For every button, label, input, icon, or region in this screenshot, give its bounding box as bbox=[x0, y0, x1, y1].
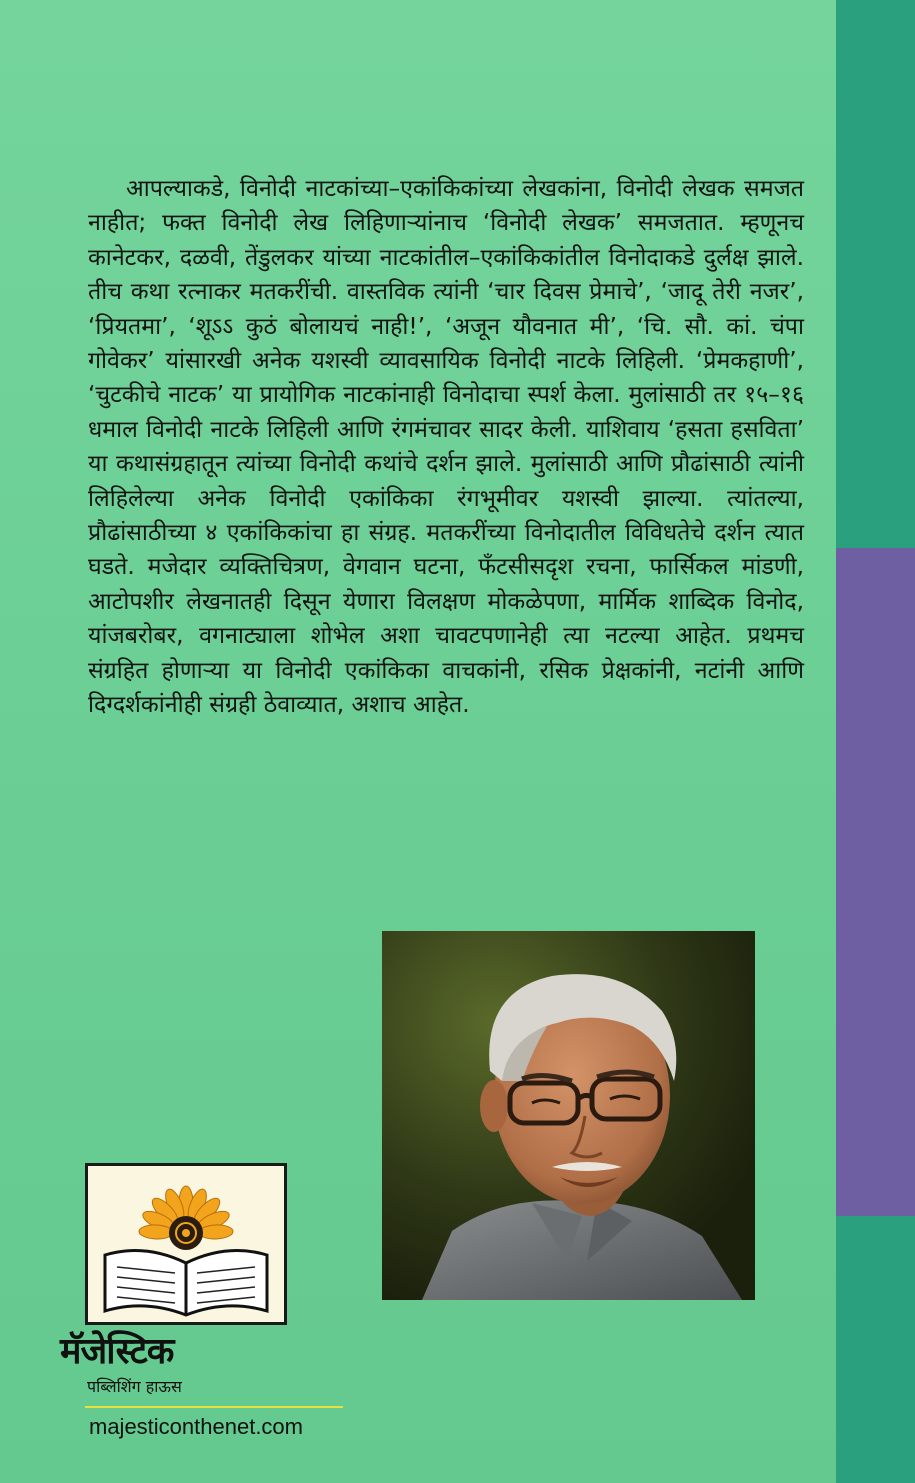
sunflower-open-book-icon bbox=[85, 1163, 287, 1325]
divider bbox=[85, 1406, 343, 1408]
blurb-text: आपल्याकडे, विनोदी नाटकांच्या–एकांकिकांच्या लेखकांना, विनोदी लेखक समजत नाहीत; फक्त विनोदी लेख लिहिणाऱ्यांनाच ‘विनोदी लेखक’ समजतात. म्हणूनच कानेटकर, दळवी, तेंडुलकर यांच्या नाटकांतील–एकांकिकांतील विनोदाकडे दुर्लक्ष झाले. तीच कथा रत्नाकर मतकरींची. वास्तविक त्यांनी ‘चार दिवस प्रेमाचे’, ‘जादू तेरी नजर’, ‘प्रियतमा’, ‘शूऽऽ कुठं बोलायचं नाही!’, ‘अजून यौवनात मी’, ‘चि. सौ. कां. चंपा गोवेकर’ यांसारखी अनेक यशस्वी व्यावसायिक विनोदी नाटके लिहिली. ‘प्रेमकहाणी’, ‘चुटकीचे नाटक’ या प्रायोगिक नाटकांनाही विनोदाचा स्पर्श केला. मुलांसाठी तर १५–१६ धमाल विनोदी नाटके लिहिली आणि रंगमंचावर सादर केली. याशिवाय ‘हसता हसविता’ या कथासंग्रहातून त्यांच्या विनोदी कथांचे दर्शन झाले. मुलांसाठी आणि प्रौढांसाठी त्यांनी लिहिलेल्या अनेक विनोदी एकांकिका रंगभूमीवर यशस्वी झाल्या. त्यांतल्या, प्रौढांसाठीच्या ४ एकांकिकांचा हा संग्रह. मतकरींच्या विनोदातील विविधतेचे दर्शन त्यात घडते. मजेदार व्यक्तिचित्रण, वेगवान घटना, फँटसीसदृश रचना, फार्सिकल मांडणी, आटोपशीर लेखनातही दिसून येणारा विलक्षण मोकळेपणा, मार्मिक शाब्दिक विनोद, यांजबरोबर, वगनाट्याला शोभेल अशा चावटपणानेही त्या नटल्या आहेत. प्रथमच संग्रहित होणाऱ्या या विनोदी एकांकिका वाचकांनी, रसिक प्रेक्षकांनी, नटांनी आणि दिग्दर्शकांनीही संग्रही ठेवाव्यात, अशाच आहेत. bbox=[88, 175, 805, 719]
publisher-url[interactable]: majesticonthenet.com bbox=[89, 1414, 303, 1439]
author-portrait bbox=[382, 931, 755, 1300]
spine-stripe-purple bbox=[836, 548, 915, 1216]
publisher-name: मॅजेस्टिक bbox=[60, 1331, 174, 1372]
author-portrait-illustration bbox=[382, 931, 755, 1300]
publisher-subtitle: पब्लिशिंग हाऊस bbox=[87, 1377, 182, 1396]
publisher-logo bbox=[85, 1163, 287, 1329]
